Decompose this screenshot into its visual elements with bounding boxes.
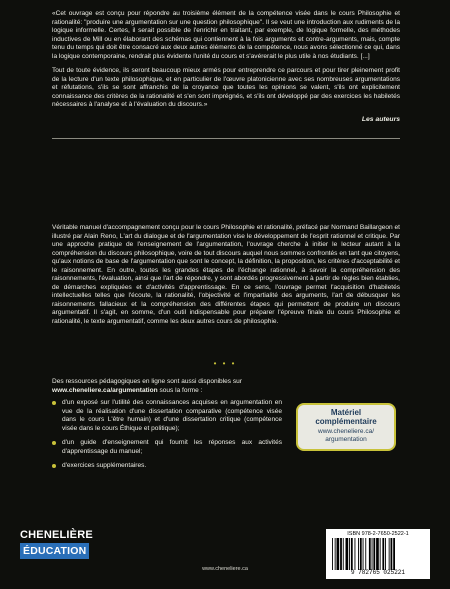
book-description [52, 224, 400, 326]
list-item: d'un exposé sur l'utilité des connaissances acquises en argumentation en vue de la réalisation d'une dissertation comparative (compétence visée dans le cours L'être humain) et d'une dissertation critique (compétence visée dans le cours Éthique et politique); [52, 399, 282, 433]
box-url[interactable]: www.cheneliere.ca/ argumentation [318, 428, 374, 443]
resources-intro: Des ressources pédagogiques en ligne sont aussi disponibles sur www.cheneliere.ca/argumentation sous la forme : [52, 378, 242, 394]
barcode-graphic [330, 538, 426, 570]
author-quote [52, 10, 400, 139]
list-item: d'un guide d'enseignement qui fournit les réponses aux activités d'apprentissage du manuel; [52, 439, 282, 456]
quote-paragraph-2: Tout de toute évidence, ils seront beaucoup mieux armés pour entreprendre ce parcours et pour tirer pleinement profit de la lecture d'un texte philosophique, et en particulier de l'œuvre platonicienne avec ses nombreuses argumentations et réfutations, s'ils se sont affranchis de la croyance que toutes les opinions se valent, s'ils ont explicitement connaissance des critères de la rationalité et s'en sont imprégnés, et s'ils ont développé par des exercices les habiletés nécessaires à l'analyse et à l'évaluation du discours.» [52, 67, 400, 108]
publisher-logo [20, 529, 93, 565]
isbn-label: ISBN 978-2-7650-2522-1 [347, 531, 409, 537]
box-title: Matériel complémentaire [315, 408, 377, 426]
online-resources [52, 378, 282, 477]
resources-list [52, 399, 282, 471]
isbn-digits: 9 782765 025221 [350, 569, 405, 576]
complementary-material-box [296, 403, 396, 451]
footer-url[interactable]: www.cheneliere.ca [202, 566, 248, 572]
logo-line-2: ÉDUCATION [20, 543, 89, 559]
resources-url[interactable]: www.cheneliere.ca/argumentation [52, 386, 158, 394]
isbn-barcode-block [326, 529, 430, 579]
quote-paragraph-1: «Cet ouvrage est conçu pour répondre au troisième élément de la compétence visée dans le cours Philosophie et rationalité: "produire une argumentation sur une question philosophique". Il se veut une introduction aux rudiments de la logique informelle. Certes, il serait possible de l'enrichir en traitant, par exemple, de logique formelle, des méthodes inductives de Mill ou en élaborant des schémas qui contiennent à la fois arguments et contre-arguments, mais, compte tenu du temps qui doit être consacré aux deux autres éléments de la compétence, nous avons sélectionné ce qui, dans la logique contemporaine, rendrait plus évidente l'unité du cours et s'avérerait le plus utile à nos étudiants. [...] [52, 10, 400, 60]
description-text: Véritable manuel d'accompagnement conçu pour le cours Philosophie et rationalité, préfacé par Normand Baillargeon et illustré par Alain Reno, L'art du dialogue et de l'argumentation vise le développement de l'esprit rationnel et critique. Par une approche pratique de l'enseignement de l'argumentation, l'ouvrage cherche à initier le lecteur autant à la compréhension du discours philosophique, voire de tout discours auquel nous sommes confrontés en tant que citoyens, qu'aux notions de base de l'argumentation que sont le concept, la définition, la proposition, les critères d'acceptabilité et le raisonnement. En outre, toutes les grandes étapes de l'échange rationnel, à savoir la compréhension des raisonnements, l'évaluation, ainsi que l'art de répondre, y sont abordés progressivement à partir de règles bien établies, de démarches expliquées et d'activités d'apprentissage. En ce sens, l'ouvrage permet l'acquisition d'habiletés intellectuelles telles que l'écoute, la rationalité, l'objectivité et l'impartialité des arguments, l'art de débusquer les raisonnements fallacieux et la compréhension des différentes étapes qui permettent de produire un discours argumentatif. Il s'agit, en somme, d'un outil indispensable pour préparer l'épreuve finale du cours Philosophie et rationalité, le texte argumentatif, comme les deux autres cours de philosophie. [52, 224, 400, 325]
list-item: d'exercices supplémentaires. [52, 462, 282, 471]
logo-line-1: CHENELIÈRE [20, 529, 93, 541]
separator-dots: • • • [213, 359, 237, 368]
quote-signature: Les auteurs [361, 115, 400, 123]
